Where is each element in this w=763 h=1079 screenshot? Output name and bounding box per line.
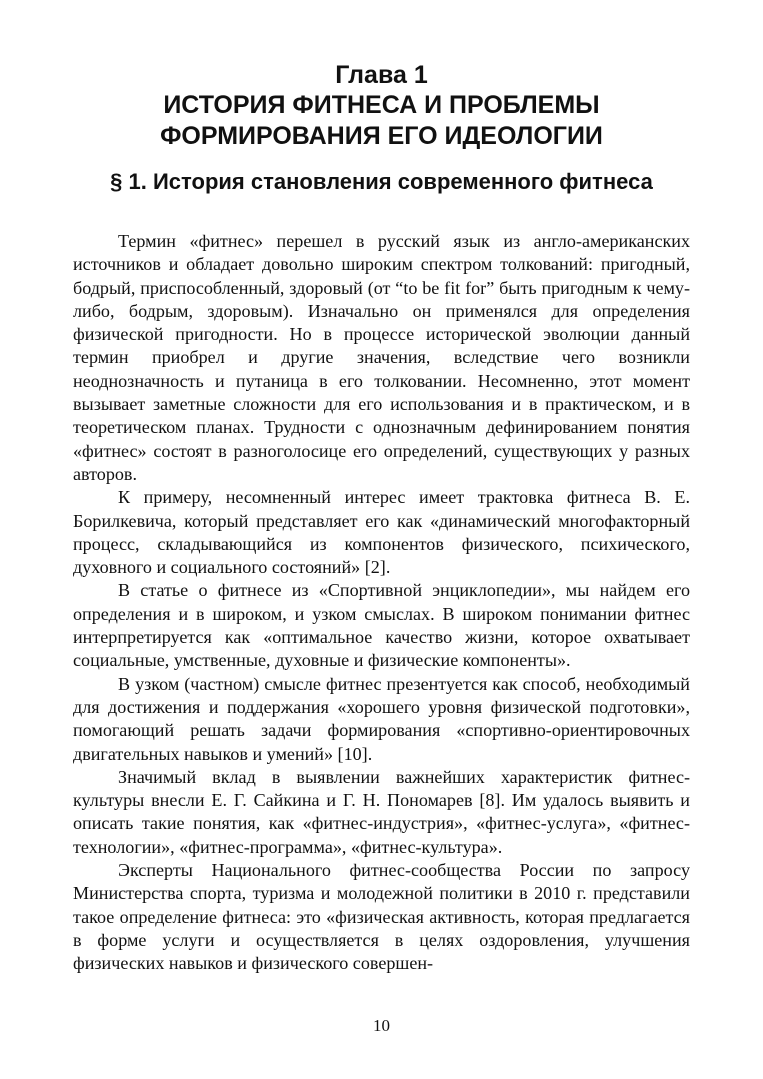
chapter-label: Глава 1 xyxy=(335,61,428,89)
paragraph-6: Эксперты Национального фитнес-сообщества России по запросу Министерства спорта, туризма и молодежной политики в 2010 г. представили такое определение фитнеса: это «физическая активность, которая предлагается в форме услуги и осуществляется в целях оздоровления, улучшения физических навыков и физического совершен- xyxy=(73,860,690,974)
paragraph-4: В узком (частном) смысле фитнес презентуется как способ, необходимый для достижения и поддержания «хорошего уровня физической подготовки», помогающий решать задачи формирования «спортивно-ориентировочных двигательных навыков и умений» [10]. xyxy=(73,673,690,764)
paragraph-1: Термин «фитнес» перешел в русский язык из англо-американских источников и обладает довольно широким спектром толкований: пригодный, бодрый, приспособленный, здоровый (от “to be fit for” быть пригодным к чему-либо, бодрым, здоровым). Изначально он применялся для определения физической пригодности. Но в процессе исторической эволюции данный термин приобрел и другие значения, вследствие чего возникли неоднозначность и путаница в его толковании. Несомненно, этот момент вызывает заметные сложности для его использования и в практическом, и в теоретическом планах. Трудности с однозначным дефинированием понятия «фитнес» состоят в разноголосице его определений, существующих у разных авторов. xyxy=(73,231,690,484)
paragraph-5: Значимый вклад в выявлении важнейших характеристик фитнес-культуры внесли Е. Г. Сайкина и Г. Н. Пономарев [8]. Им удалось выявить и описать такие понятия, как «фитнес-индустрия», «фитнес-услуга», «фитнес-технологии», «фитнес-программа», «фитнес-культура». xyxy=(73,766,690,857)
section-title: § 1. История становления современного фитнеса xyxy=(110,169,653,194)
body-text xyxy=(73,230,690,976)
chapter-title-line-1: ИСТОРИЯ ФИТНЕСА И ПРОБЛЕМЫ xyxy=(163,91,600,119)
paragraph-2: К примеру, несомненный интерес имеет трактовка фитнеса В. Е. Борилкевича, который представляет его как «динамический многофакторный процесс, складывающийся из компонентов физического, психического, духовного и социального состояний» [2]. xyxy=(73,487,690,578)
chapter-title-line-2: ФОРМИРОВАНИЯ ЕГО ИДЕОЛОГИИ xyxy=(160,122,603,150)
paragraph-3: В статье о фитнесе из «Спортивной энциклопедии», мы найдем его определения и в широком, и узком смыслах. В широком понимании фитнес интерпретируется как «оптимальное качество жизни, которое охватывает социальные, умственные, духовные и физические компоненты». xyxy=(73,580,690,671)
page-number: 10 xyxy=(373,1016,390,1035)
